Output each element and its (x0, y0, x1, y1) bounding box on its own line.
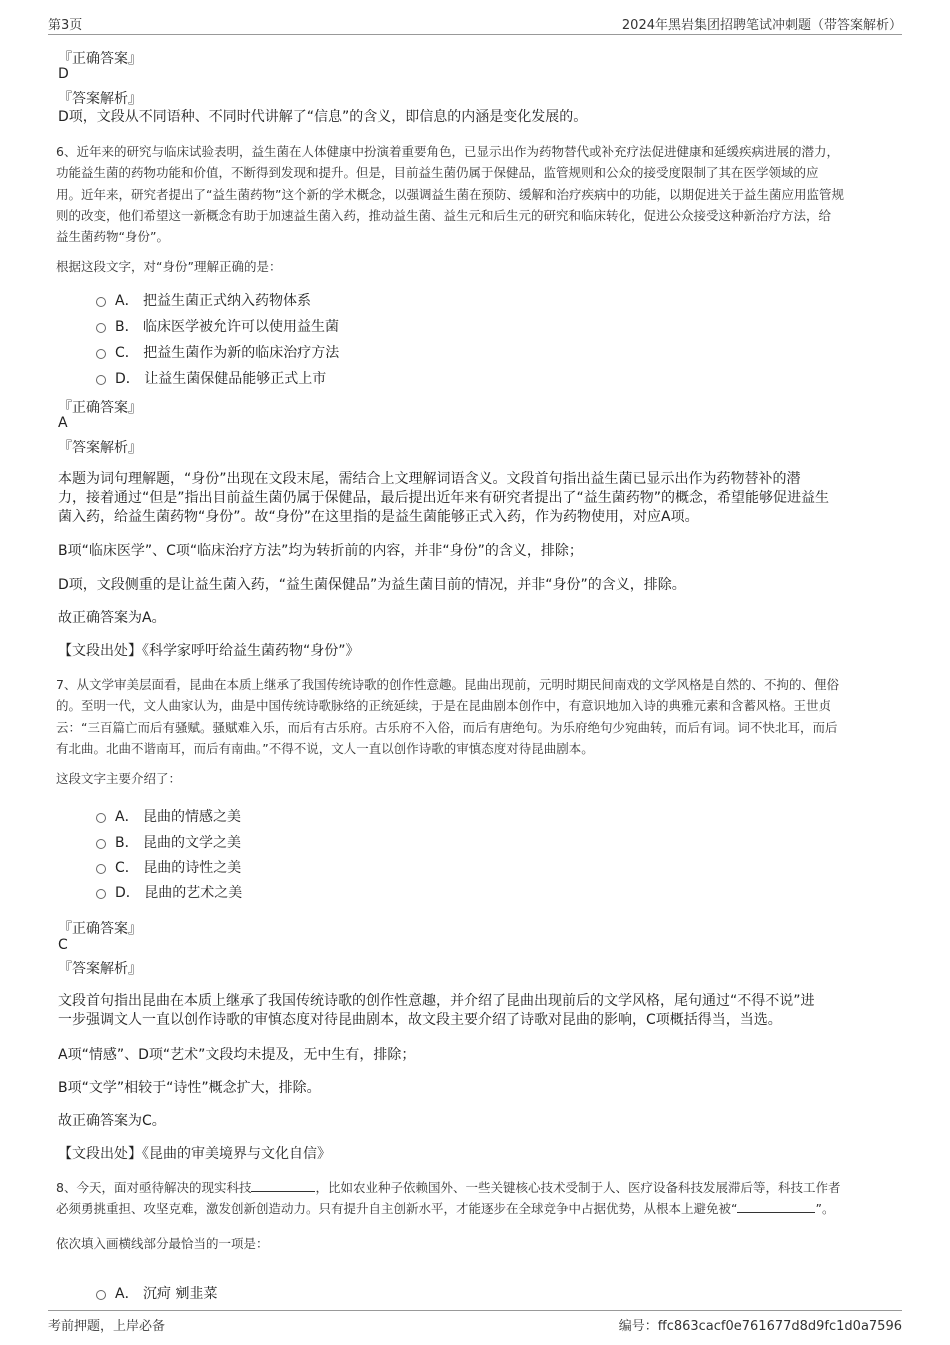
radio-icon[interactable] (96, 864, 106, 874)
option-label: D． 昆曲的艺术之美 (115, 885, 243, 901)
q6-option-d[interactable] (96, 368, 326, 388)
option-label: D． 让益生菌保健品能够正式上市 (115, 371, 327, 387)
option-label: B． 昆曲的文学之美 (115, 835, 242, 851)
q7-option-d[interactable] (96, 882, 242, 902)
q6-answer: A (58, 415, 68, 431)
radio-icon[interactable] (96, 839, 106, 849)
q5-answer-label: 『正确答案』 (58, 51, 142, 67)
q6-analysis-b: B项“临床医学”、C项“临床治疗方法”均为转折前的内容，并非“身份”的含义，排除； (58, 543, 583, 559)
page-number: 第3页 (48, 18, 83, 33)
q6-passage (56, 141, 906, 247)
option-label: C． 把益生菌作为新的临床治疗方法 (115, 345, 340, 361)
q7-passage (56, 674, 906, 759)
q7-option-a[interactable] (96, 806, 241, 826)
passage-line: 功能益生菌的药物功能和价值，不断得到发现和提升。但是，目前益生菌仍属于保健品，监管规则和公众的接受度限制了其在医学领域的应 (56, 165, 819, 181)
footer-slogan: 考前押题，上岸必备 (48, 1319, 166, 1334)
q7-option-c[interactable] (96, 857, 241, 877)
radio-icon[interactable] (96, 297, 106, 307)
q7-conclusion: 故正确答案为C。 (58, 1113, 166, 1129)
q7-analysis-b: B项“文学”相较于“诗性”概念扩大，排除。 (58, 1080, 321, 1096)
q8-option-a[interactable] (96, 1283, 217, 1303)
option-label: B． 临床医学被允许可以使用益生菌 (115, 319, 340, 335)
analysis-line: 文段首句指出昆曲在本质上继承了我国传统诗歌的创作性意趣，并介绍了昆曲出现前后的文学风格，尾句通过“不得不说”进 (58, 993, 815, 1009)
radio-icon[interactable] (96, 889, 106, 899)
q7-answer-label: 『正确答案』 (58, 921, 142, 937)
passage-line: 7、从文学审美层面看，昆曲在本质上继承了我国传统诗歌的创作性意趣。昆曲出现前，元明时期民间南戏的文学风格是自然的、不拘的、俚俗 (56, 677, 839, 692)
q7-analysis (58, 992, 898, 1030)
q6-option-c[interactable] (96, 342, 339, 362)
analysis-line: 力，接着通过“但是”指出目前益生菌仍属于保健品，最后提出近年来有研究者提出了“益生菌药物”的概念，希望能够促进益生 (58, 490, 830, 506)
passage-line: 6、近年来的研究与临床试验表明，益生菌在人体健康中扮演着重要角色，已显示出作为药物替代或补充疗法促进健康和延缓疾病进展的潜力， (56, 144, 839, 159)
page-footer (48, 1310, 902, 1333)
q7-option-b[interactable] (96, 832, 241, 852)
q5-answer: D (58, 66, 69, 82)
passage-line: 必须勇挑重担、攻坚克难，激发创新创造动力。只有提升自主创新水平，才能逐步在全球竞争中占据优势，从根本上避免被“ ”。 (56, 1201, 835, 1217)
radio-icon[interactable] (96, 349, 106, 359)
passage-line: 用。近年来，研究者提出了“益生菌药物”这个新的学术概念，以强调益生菌在预防、缓解和治疗疾病中的功能，以期促进关于益生菌应用监管规 (56, 186, 844, 202)
q6-option-b[interactable] (96, 316, 339, 336)
radio-icon[interactable] (96, 375, 106, 385)
q7-answer: C (58, 937, 68, 953)
radio-icon[interactable] (96, 323, 106, 333)
passage-line: 有北曲。北曲不谐南耳，而后有南曲。”不得不说，文人一直以创作诗歌的审慎态度对待昆曲剧本。 (56, 740, 594, 756)
option-label: A． 沉疴 剜韭菜 (115, 1286, 218, 1302)
q7-source: 【文段出处】《昆曲的审美境界与文化自信》 (58, 1146, 331, 1162)
document-code: 编号：ffc863cacf0e761677d8d9fc1d0a7596 (618, 1319, 902, 1334)
passage-line: 8、今天，面对亟待解决的现实科技 ，比如农业种子依赖国外、一些关键核心技术受制于人、医疗设备科技发展滞后等，科技工作者 (56, 1180, 841, 1195)
q6-option-a[interactable] (96, 290, 311, 310)
fill-blank-1 (251, 1181, 315, 1192)
fill-blank-2 (737, 1202, 815, 1213)
q5-analysis: D项，文段从不同语种、不同时代讲解了“信息”的含义，即信息的内涵是变化发展的。 (58, 109, 588, 125)
page-header (48, 14, 902, 35)
q6-analysis-d: D项，文段侧重的是让益生菌入药，“益生菌保健品”为益生菌目前的情况，并非“身份”的含义，排除。 (58, 577, 686, 593)
q6-analysis (58, 470, 898, 527)
q7-question: 这段文字主要介绍了： (56, 771, 182, 786)
q6-conclusion: 故正确答案为A。 (58, 610, 166, 626)
q7-analysis-a: A项“情感”、D项“艺术”文段均未提及，无中生有，排除； (58, 1047, 416, 1063)
option-label: A． 昆曲的情感之美 (115, 809, 242, 825)
analysis-line: 本题为词句理解题，“身份”出现在文段末尾，需结合上文理解词语含义。文段首句指出益生菌已显示出作为药物替补的潜 (58, 471, 801, 487)
passage-line: 则的改变，他们希望这一新概念有助于加速益生菌入药，推动益生菌、益生元和后生元的研究和临床转化，促进公众接受这种新治疗方法，给 (56, 207, 832, 223)
passage-line: 的。至明一代，文人曲家认为，曲是中国传统诗歌脉络的正统延续，于是在昆曲剧本创作中，有意识地加入诗的典雅元素和含蓄风格。王世贞 (56, 698, 832, 714)
document-title: 2024年黑岩集团招聘笔试冲刺题（带答案解析） (621, 18, 902, 33)
radio-icon[interactable] (96, 813, 106, 823)
q6-answer-label: 『正确答案』 (58, 400, 142, 416)
q7-analysis-label: 『答案解析』 (58, 961, 142, 977)
analysis-line: 菌入药，给益生菌药物“身份”。故“身份”在这里指的是益生菌能够正式入药，作为药物使用，对应A项。 (58, 509, 699, 525)
q8-question: 依次填入画横线部分最恰当的一项是： (56, 1236, 269, 1251)
q6-analysis-label: 『答案解析』 (58, 440, 142, 456)
analysis-line: 一步强调文人一直以创作诗歌的审慎态度对待昆曲剧本，故文段主要介绍了诗歌对昆曲的影响，C项概括得当，当选。 (58, 1012, 782, 1028)
q5-analysis-label: 『答案解析』 (58, 91, 142, 107)
q6-source: 【文段出处】《科学家呼吁给益生菌药物“身份”》 (58, 643, 360, 659)
passage-line: 云：“三百篇亡而后有骚赋。骚赋难入乐，而后有古乐府。古乐府不入俗，而后有唐绝句。为乐府绝句少宛曲转，而后有词。词不快北耳，而后 (56, 719, 838, 735)
q8-passage (56, 1177, 906, 1220)
radio-icon[interactable] (96, 1290, 106, 1300)
option-label: A． 把益生菌正式纳入药物体系 (115, 293, 312, 309)
passage-line: 益生菌药物“身份”。 (56, 229, 169, 245)
q6-question: 根据这段文字，对“身份”理解正确的是： (56, 259, 282, 274)
option-label: C． 昆曲的诗性之美 (115, 860, 242, 876)
